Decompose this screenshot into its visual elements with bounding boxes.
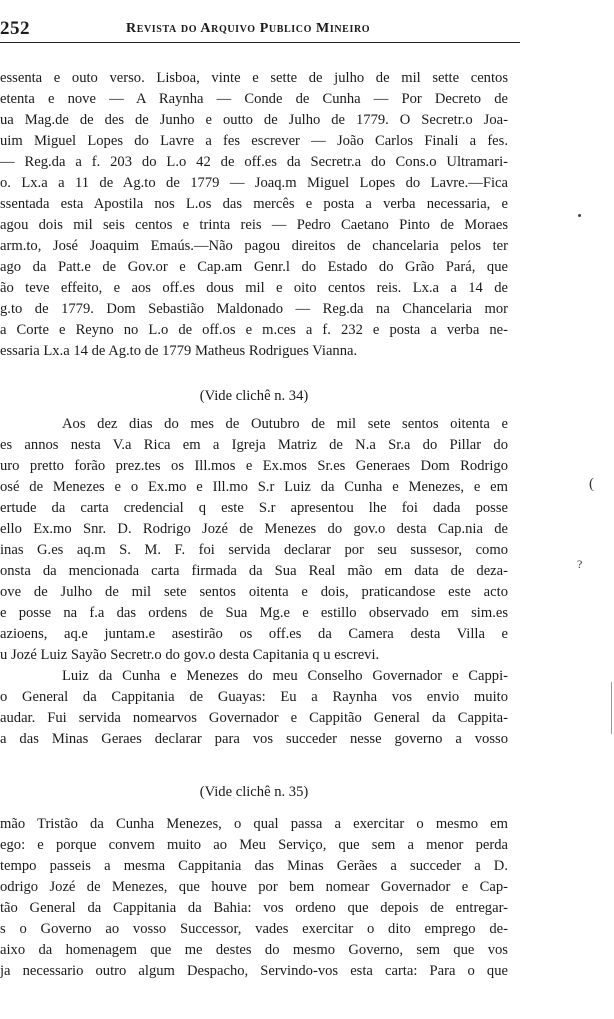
text-line: tão General da Cappitania da Bahia: vos ordeno que depois de entregar- <box>0 900 508 916</box>
margin-speck <box>578 214 581 217</box>
margin-mark: ? <box>577 557 583 571</box>
text-line: a Corte e Reyno no L.o de off.os e m.ces a f. 232 e posta a verba ne- <box>0 322 508 338</box>
text-line: ove de Julho de mil sete sentos oitenta e dois, praticandose este acto <box>0 584 508 600</box>
text-line: agou dois mil seis centos e trinta reis — Pedro Caetano Pinto de Moraes <box>0 217 508 233</box>
text-line: essenta e outo verso. Lisboa, vinte e sette de julho de mil sette centos <box>0 70 508 86</box>
text-line: s o Governo ao vosso Successor, vades exercitar o dito emprego de- <box>0 921 508 937</box>
text-line: mão Tristão da Cunha Menezes, o qual passa a exercitar o mesmo em <box>0 816 508 832</box>
cliche-caption: (Vide clichê n. 34) <box>199 388 309 404</box>
text-line: u Jozé Luiz Sayão Secretr.o do gov.o desta Capitania q u escrevi. <box>0 647 380 663</box>
text-line: a das Minas Geraes declarar para vos succeder nesse governo a vosso <box>0 731 508 747</box>
text-line: o. Lx.a a 11 de Ag.to de 1779 — Joaq.m Miguel Lopes do Lavre.—Fica <box>0 175 508 191</box>
text-line: essaria Lx.a 14 de Ag.to de 1779 Matheus Rodrigues Vianna. <box>0 343 358 359</box>
text-line: Luiz da Cunha e Menezes do meu Conselho Governador e Cappi- <box>62 668 508 684</box>
page-header <box>0 18 520 43</box>
text-line: — Reg.da a f. 203 do L.o 42 de off.es da Secretr.a do Cons.o Ultramari- <box>0 154 508 170</box>
text-line: Aos dez dias do mes de Outubro de mil sete sentos oitenta e <box>62 416 508 432</box>
text-line: es annos nesta V.a Rica em a Igreja Matriz de N.a Sr.a do Pillar do <box>0 437 508 453</box>
text-line: o General da Cappitania de Guayas: Eu a Raynha vos envio muito <box>0 689 508 705</box>
text-line: e posse na f.a das ordens de Sua Mg.e e estillo observado em sim.es <box>0 605 508 621</box>
text-line: odrigo Jozé de Menezes, que houve por bem nomear Governador e Cap- <box>0 879 508 895</box>
text-line: ego: e porque convem muito ao Meu Serviço, que sem a menor perda <box>0 837 508 853</box>
text-line: uim Miguel Lopes do Lavre a fes escrever — João Carlos Finali a fes. <box>0 133 508 149</box>
text-line: uro pretto forão prez.tes os Ill.mos e Ex.mos Sr.es Generaes Dom Rodrigo <box>0 458 508 474</box>
text-line: ertude da carta credencial q este S.r apresentou lhe foi dada posse <box>0 500 508 516</box>
text-line: etenta e nove — A Raynha — Conde de Cunha — Por Decreto de <box>0 91 508 107</box>
text-line: aixo da homenagem que me destes do mesmo Governo, sem que vos <box>0 942 508 958</box>
text-line: ssentada esta Apostila nos L.os das mercês e posta a verba necessaria, e <box>0 196 508 212</box>
text-line: ello Ex.mo Snr. D. Rodrigo Jozé de Menezes do gov.o desta Cap.nia de <box>0 521 508 537</box>
text-line: audar. Fui servida nomearvos Governador e Cappitão General da Cappita- <box>0 710 508 726</box>
page-edge-mark <box>611 682 612 734</box>
text-line: ja necessario outro algum Despacho, Servindo-vos esta carta: Para o que <box>0 963 508 979</box>
text-line: g.to de 1779. Dom Sebastião Maldonado — Reg.da na Chancelaria mor <box>0 301 508 317</box>
text-line: onsta da mencionada carta firmada da Sua Real mão em data de deza- <box>0 563 508 579</box>
paragraph-1 <box>0 68 508 362</box>
text-line: arm.to, José Joaquim Emaús.—Não pagou direitos de chancelaria pelos ter <box>0 238 508 254</box>
paragraph-2 <box>0 414 508 750</box>
margin-mark: ( <box>589 476 594 492</box>
text-line: ago da Patt.e de Gov.or e Cap.am Genr.l do Estado do Grão Pará, que <box>0 259 508 275</box>
cliche-caption: (Vide clichê n. 35) <box>199 784 309 800</box>
paragraph-3 <box>0 814 508 982</box>
page-number: 252 <box>0 18 30 39</box>
text-line: tempo passeis a mesma Cappitania das Minas Gerães a succeder a D. <box>0 858 508 874</box>
text-line: ão teve effeito, e aos off.es dous mil e oito centos reis. Lx.a a 14 de <box>0 280 508 296</box>
running-title: Revista do Arquivo Publico Mineiro <box>126 21 371 36</box>
text-line: azioens, aq.e juntam.e asestirão os off.es da Camera desta Villa e <box>0 626 508 642</box>
text-line: ua Mag.de de des de Junho e outto de Julho de 1779. O Secretr.o Joa- <box>0 112 508 128</box>
text-line: osé de Menezes e o Ex.mo e Ill.mo S.r Luiz da Cunha e Menezes, e em <box>0 479 508 495</box>
text-line: inas G.es aq.m S. M. F. foi servida declarar por seu sussesor, como <box>0 542 508 558</box>
